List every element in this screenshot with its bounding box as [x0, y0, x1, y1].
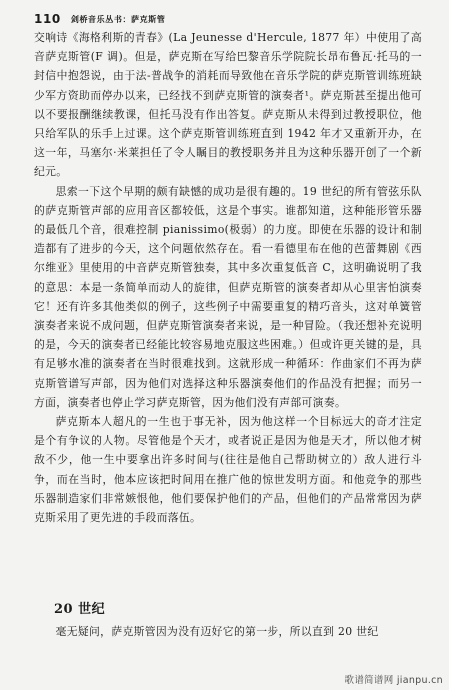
paragraph-3: 萨克斯本人超凡的一生也于事无补，因为他这样一个目标远大的奇才注定是个有争议的人物。尽管他是个天才，或者说正是因为他是天才，所以他才树敌不少，他一生中要拿出许多时间与(往往是他自己帮助树立的）敌人进行斗争，而在当时，他本应该把时间用在推广他的惊世发明方面。和他竞争的那些乐器制造家们非常嫉恨他，他们要保护他们的产品，但他们的产品常常因为萨克斯采用了更先进的手段而落伍。 — [34, 415, 422, 525]
page-number: 110 — [34, 12, 61, 26]
paragraph-1: 交响诗《海格利斯的青春》(La Jeunesse d'Hercule, 1877 年）中使用了高音萨克斯管(F 调)。但是，萨克斯在写给巴黎音乐学院院长昂布鲁瓦·托马的一封信中抱怨说，由于法-普战争的消耗而导致他在音乐学院的萨克斯管训练班缺少军方资助而停办以来，已经找不到萨克斯管的演奏者¹。萨克斯甚至提出他可以不要报酬继续教课，但托马没有作出答复。萨克斯从未得到过教授职位，他只给军队的乐手上过课。这个萨克斯管训练班直到 1942 年才又重新开办，在这一年，马塞尔·米莱担任了令人瞩目的教授职务并且为这种乐器开创了一个新纪元。 — [34, 31, 422, 179]
series-title: 剑桥音乐丛书：萨克斯管 — [70, 13, 166, 24]
paragraph-2: 思索一下这个早期的颇有缺憾的成功是很有趣的。19 世纪的所有管弦乐队的萨克斯管声部的应用音区都较低，这是个事实。谁都知道，这种能形管乐器的最低几个音，很难控制 pianissimo(极弱）的力度。即使在乐器的设计和制造都有了进步的今天，这个问题依然存在。看一看德里布在他的芭蕾舞剧《西尔维亚》里使用的中音萨克斯管独奏，其中多次重复低音 C，这明确说明了我的意思：本是一条简单而动人的旋律，但萨克斯管的演奏者却从心里害怕演奏它！还有许多其他类似的例子，这些例子中需要重复的精巧音头，这对单簧管演奏者来说不成问题，但萨克斯管演奏者来说，是一种冒险。（我还想补充说明的是，今天的演奏者已经能比较容易地克服这些困难。）但或许更关键的是，具有足够水准的演奏者在当时很难找到。这就形成一种循环：作曲家们不再为萨克斯管谱写声部，因为他们对选择这种乐器演奏他们的作品没有把握；而另一方面，演奏者也停止学习萨克斯管，因为他们没有声部可演奏。 — [34, 184, 422, 409]
body-text — [34, 28, 422, 527]
section-body-text: 毫无疑问，萨克斯管因为没有迈好它的第一步，所以直到 20 世纪 — [55, 625, 379, 638]
watermark: 歌谱简谱网 jianpu.cn — [344, 675, 443, 686]
page-header — [34, 10, 165, 28]
section-heading: 20 世纪 — [54, 602, 106, 617]
